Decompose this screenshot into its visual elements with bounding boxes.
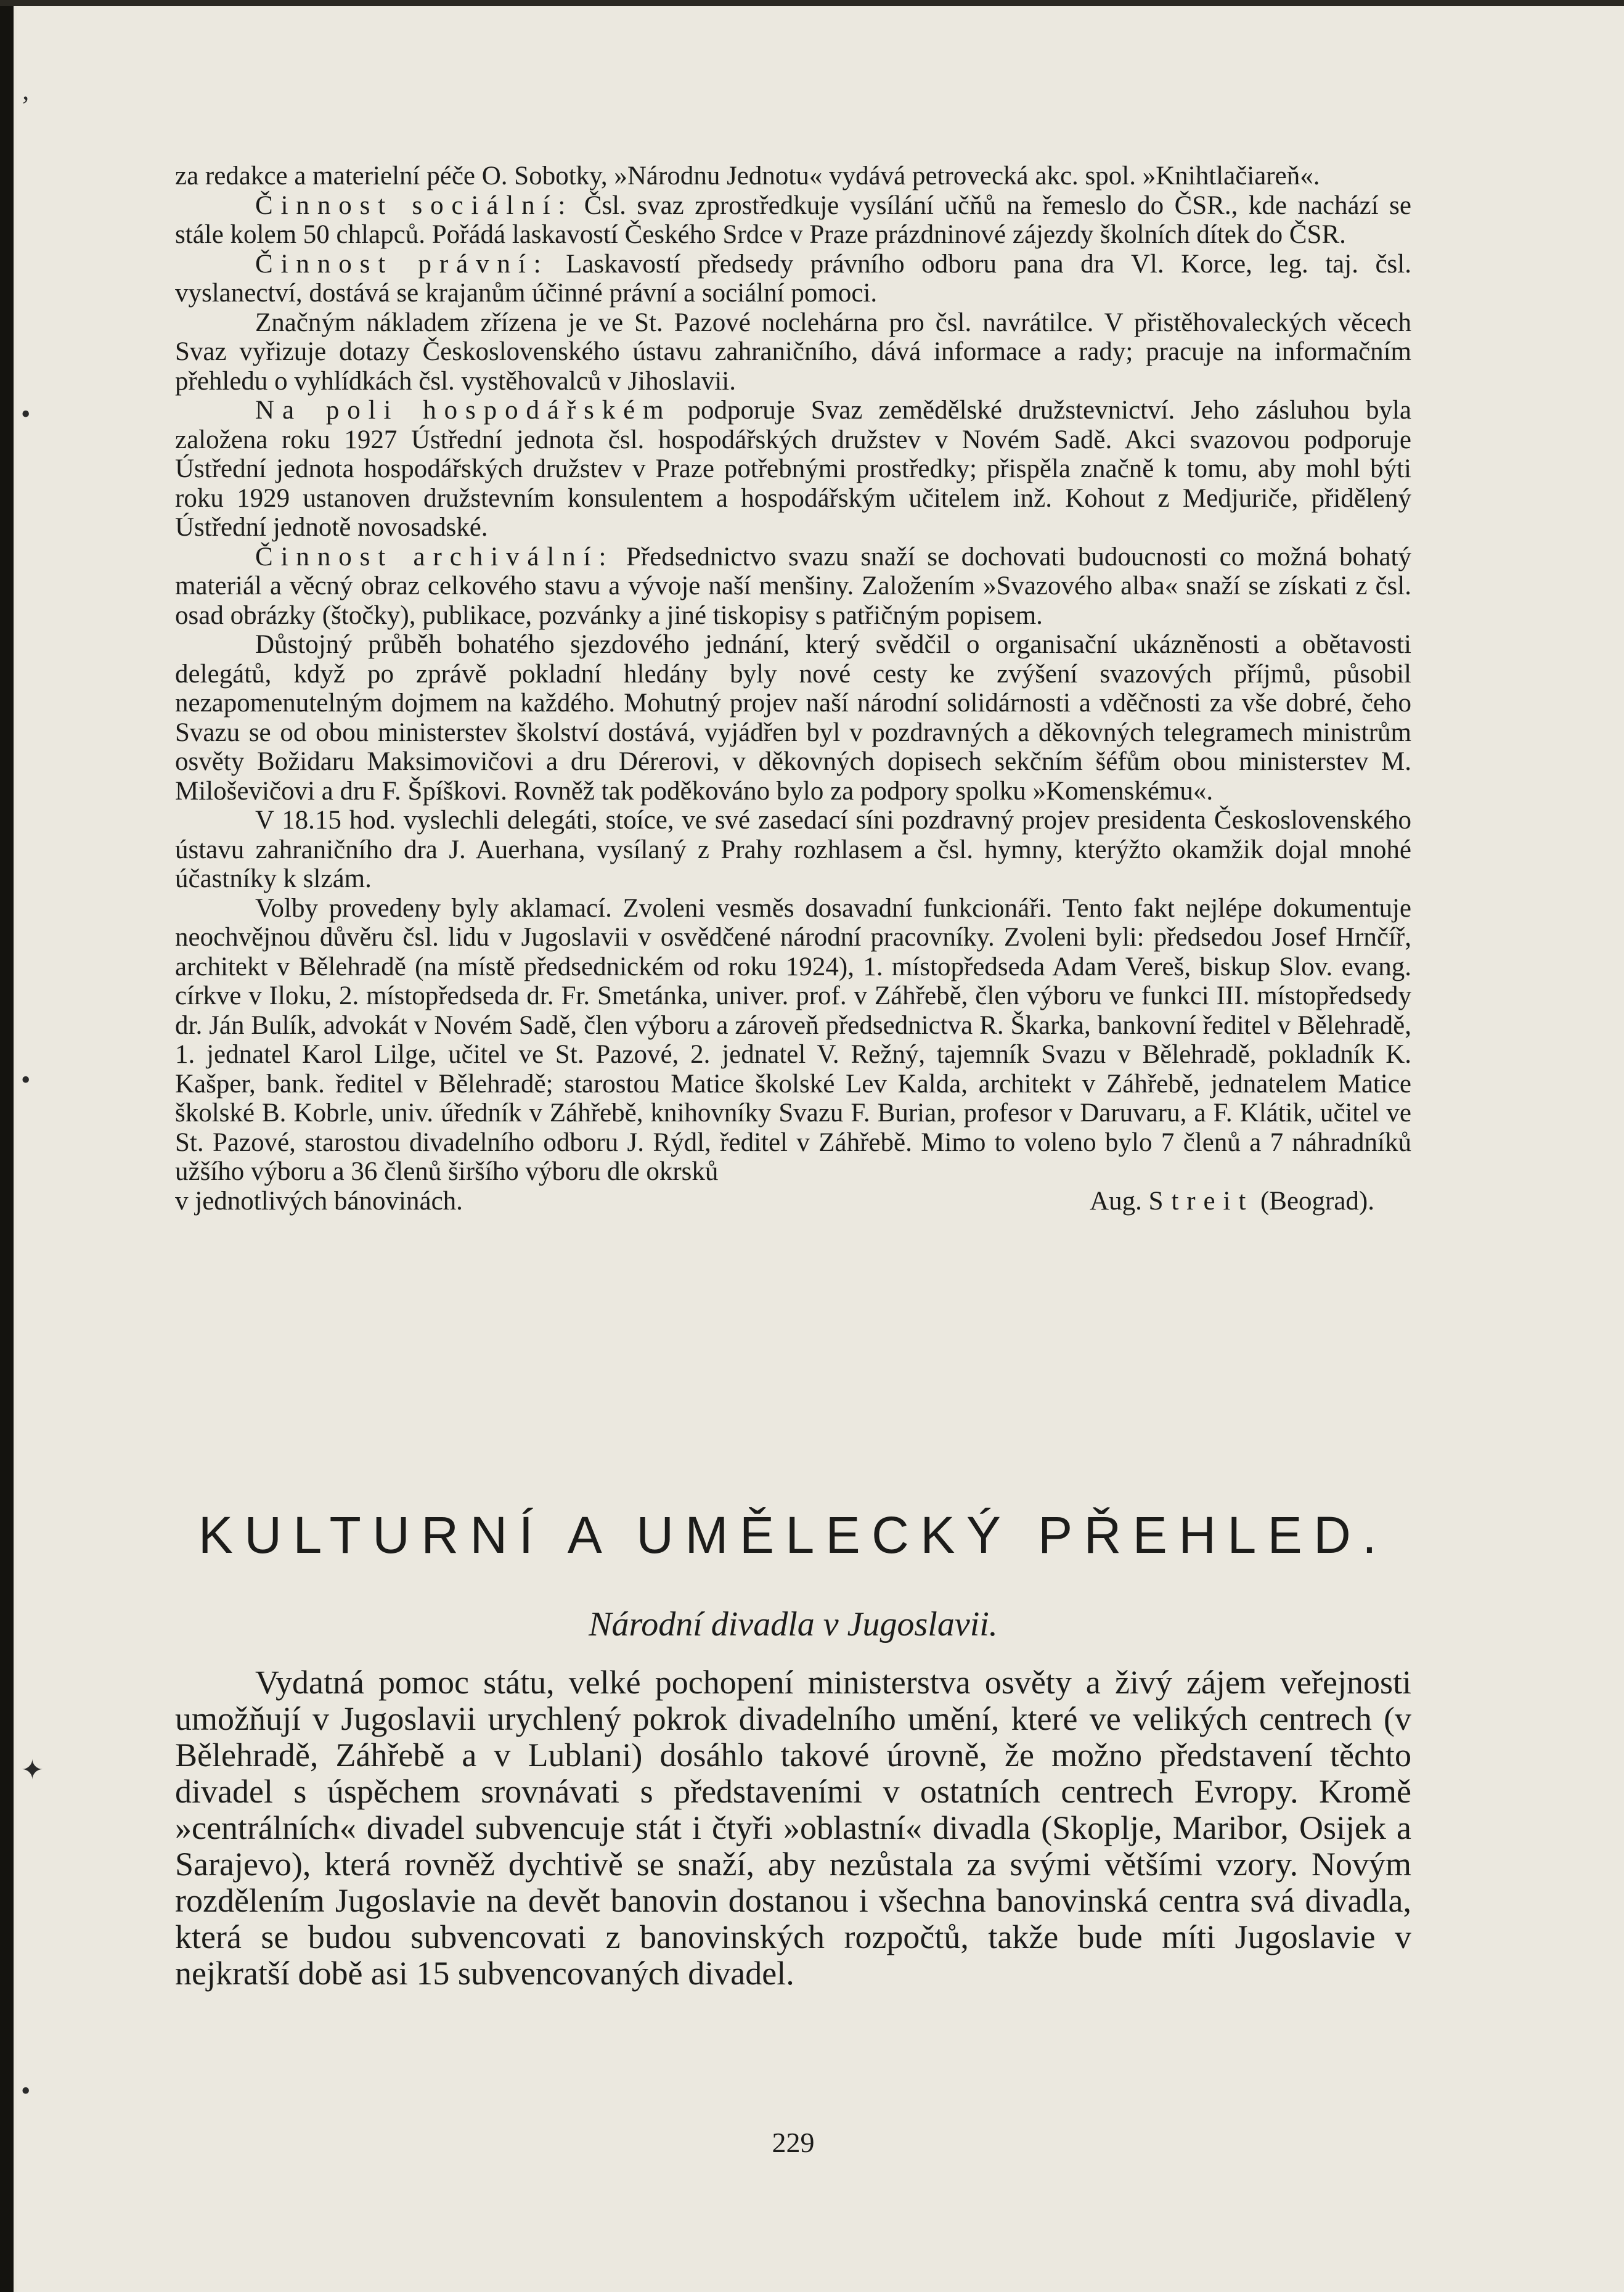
- margin-mark: ʼ: [21, 91, 30, 121]
- paragraph: Volby provedeny byly aklamací. Zvoleni vesměs dosavadní funkcionáři. Tento fakt nejlépe dokumentuje neochvějnou důvěru čsl. lidu v Jugoslavii v osvědčené národní pracovníky. Zvoleni byli: předsedou Josef Hrnčíř, architekt v Bělehradě (na místě předsednickém od roku 1924), 1. místopředseda Adam Vereš, biskup Slov. evang. církve v Iloku, 2. místopředseda dr. Fr. Smetánka, univer. prof. v Záhřebě, člen výboru ve funkci III. místopředsedy dr. Ján Bulík, advokát v Novém Sadě, člen výboru a zároveň předsednictva R. Škarka, bankovní ředitel v Bělehradě, 1. jednatel Karol Lilge, učitel ve St. Pazové, 2. jednatel V. Režný, tajemník Svazu v Bělehradě, pokladník K. Kašper, bank. ředitel v Bělehradě; starostou Matice školské Lev Kalda, architekt v Záhřebě, jednatelem Matice školské B. Kobrle, univ. úředník v Záhřebě, knihovníky Svazu F. Burian, profesor v Daruvaru, a F. Klátik, učitel ve St. Pazové, starostou divadelního odboru J. Rýdl, ředitel v Záhřebě. Mimo to voleno bylo 7 členů a 7 náhradníků užšího výboru a 36 členů širšího výboru dle okrsků: [175, 893, 1411, 1186]
- margin-mark: •: [21, 1065, 31, 1095]
- margin-mark: ✦: [21, 1755, 44, 1785]
- scan-top-edge: [0, 0, 1624, 6]
- section-title: KULTURNÍ A UMĚLECKÝ PŘEHLED.: [198, 1506, 1389, 1564]
- paragraph: Na poli hospodářském podporuje Svaz zemědělské družstevnictví. Jeho zásluhou byla založena roku 1927 Ústřední jednota čsl. hospodářských družstev v Novém Sadě. Akci svazovou podporuje Ústřední jednota hospodářských družstev v Praze potřebnými prostředky; přispěla značně k tomu, aby mohl býti roku 1929 ustanoven družstevním konsulentem a hospodářským učitelem inž. Kohout z Medjuriče, přidělený Ústřední jednotě novosadské.: [175, 396, 1412, 542]
- paragraph: V 18.15 hod. vyslechli delegáti, stoíce, ve své zasedací síni pozdravný projev presidenta Československého ústavu zahraničního dra J. Auerhana, vysílaný z Prahy rozhlasem a čsl. hymny, kterýžto okamžik dojal mnohé účastníky k slzám.: [175, 806, 1411, 893]
- paragraph: Činnost sociální: Čsl. svaz zprostředkuje vysílání učňů na řemeslo do ČSR., kde nachází se stále kolem 50 chlapců. Pořádá laskavostí Českého Srdce v Praze prázdninové zájezdy školních dítek do ČSR.: [175, 190, 1411, 249]
- page-number: 229: [772, 2127, 815, 2158]
- scan-binding-edge: [0, 0, 14, 2292]
- paragraph: Důstojný průběh bohatého sjezdového jednání, který svědčil o organisační ukázněnosti a obětavosti delegátů, když po zprávě pokladní hledány byly nové cesty ke zvýšení svazových příjmů, působil nezapomenutelným dojmem na každého. Mohutný projev naší národní solidárnosti a vděčnosti za vše dobré, čeho Svazu se od obou ministerstev školství dostává, vyjádřen byl v pozdravných a děkovných telegramech ministrům osvěty Božidaru Maksimovičovi a dru Dérerovi, v děkovných dopisech sekčním šéfům obou ministerstev M. Miloševičovi a dru F. Špíškovi. Rovněž tak poděkováno bylo za podpory spolku »Komenskému«.: [175, 630, 1411, 806]
- margin-mark: •: [21, 399, 31, 429]
- paragraph: Značným nákladem zřízena je ve St. Pazové noclehárna pro čsl. navrátilce. V přistěhovaleckých věcech Svaz vyřizuje dotazy Československého ústavu zahraničního, dává informace a rady; pracuje na informačním přehledu o vyhlídkách čsl. vystěhovalců v Jihoslavii.: [175, 308, 1411, 396]
- article-paragraph: Vydatná pomoc státu, velké pochopení ministerstva osvěty a živý zájem veřejnosti umožňují v Jugoslavii urychlený pokrok divadelního umění, které ve velikých centrech (v Bělehradě, Záhřebě a v Lublani) dosáhlo takové úrovně, že možno představení těchto divadel s úspěchem srovnávati s představeními v ostatních centrech Evropy. Kromě »centrálních« divadel subvencuje stát i čtyři »oblastní« divadla (Skoplje, Maribor, Osijek a Sarajevo), která rovněž dychtivě se snaží, aby nezůstala za svými většími vzory. Novým rozdělením Jugoslavie na devět banovin dostanou i všechna banovinská centra svá divadla, která se budou subvencovati z banovinských rozpočtů, takže bude míti Jugoslavie v nejkratší době asi 15 subvencovaných divadel.: [175, 1664, 1411, 1992]
- paragraph-lead: Činnost sociální:: [255, 190, 574, 220]
- author-signature: Aug. Streit (Beograd).: [1090, 1186, 1374, 1216]
- article-subtitle: Národní divadla v Jugoslavii.: [589, 1605, 998, 1643]
- paragraph: za redakce a materielní péče O. Sobotky, »Národnu Jednotu« vydává petrovecká akc. spol. »Knihtlačiareň«.: [175, 162, 1320, 190]
- margin-mark: •: [21, 2076, 31, 2106]
- closing-line: v jednotlivých bánovinách. Aug. Streit (Beograd).: [175, 1186, 1374, 1216]
- paragraph-lead: Na poli hospodářském: [255, 396, 672, 425]
- article-body: [175, 1664, 1411, 1992]
- paragraph: Činnost archivální: Předsednictvo svazu snaží se dochovati budoucnosti co možná bohatý materiál a věcný obraz celkového stavu a vývoje naší menšiny. Založením »Svazového alba« snaží se získati z čsl. osad obrázky (štočky), publikace, pozvánky a jiné tiskopisy s patřičným popisem.: [175, 542, 1411, 630]
- report-text-block: [175, 162, 1411, 1216]
- paragraph-lead: Činnost právní:: [255, 249, 549, 279]
- paragraph: Činnost právní: Laskavostí předsedy právního odboru pana dra Vl. Korce, leg. taj. čsl. vyslanectví, dostává se krajanům účinné právní a sociální pomoci.: [175, 249, 1411, 308]
- paragraph-lead: Činnost archivální:: [255, 542, 614, 571]
